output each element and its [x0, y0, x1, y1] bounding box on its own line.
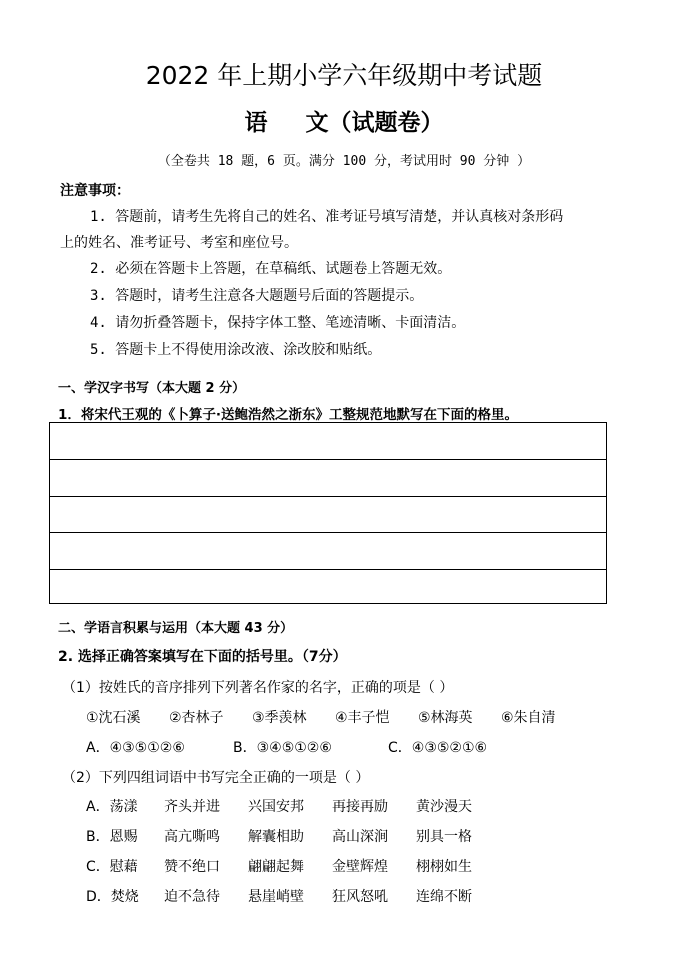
sub2-prompt: （2）下列四组词语中书写完全正确的一项是（ ）: [62, 770, 370, 786]
word-row-a: [86, 796, 472, 816]
notice-item-3: 3. 答题时，请考生注意各大题题号后面的答题提示。: [90, 288, 424, 304]
author-name: ⑥朱自清: [501, 710, 556, 726]
section1-heading: 一、学汉字书写（本大题 2 分）: [58, 381, 246, 396]
subject-title-b: 文（试题卷）: [305, 109, 444, 136]
grid-line: [50, 569, 606, 570]
word-cell: D．焚烧: [86, 889, 139, 905]
word-cell: 悬崖峭壁: [248, 889, 304, 905]
notice-item-5: 5. 答题卡上不得使用涂改液、涂改胶和贴纸。: [90, 342, 382, 358]
subject-title: [0, 104, 688, 137]
word-cell: 高亢嘶鸣: [164, 829, 220, 845]
grid-line: [50, 496, 606, 497]
sub1-prompt: （1）按姓氏的音序排列下列著名作家的名字，正确的项是（ ）: [62, 680, 454, 696]
notice-item-4: 4. 请勿折叠答题卡，保持字体工整、笔迹清晰、卡面清洁。: [90, 315, 466, 331]
choice-a: A．④③⑤①②⑥: [86, 740, 185, 756]
subject-title-a: 语: [244, 109, 268, 136]
word-cell: 狂风怒吼: [332, 889, 388, 905]
writing-grid: [49, 422, 607, 604]
word-row-d: [86, 886, 472, 906]
choice-b: B．③④⑤①②⑥: [233, 740, 332, 756]
grid-line: [50, 532, 606, 533]
section2-heading: 二、学语言积累与运用（本大题 43 分）: [58, 621, 294, 636]
word-cell: 别具一格: [416, 829, 472, 845]
author-name: ②杏林子: [169, 710, 224, 726]
word-cell: C．慰藉: [86, 859, 138, 875]
word-cell: 迫不急待: [164, 889, 220, 905]
notice-item-1: 1. 答题前，请考生先将自己的姓名、准考证号填写清楚，并认真核对条形码: [90, 209, 564, 225]
notice-item-1-cont: 上的姓名、准考证号、考室和座位号。: [60, 235, 298, 251]
author-name: ⑤林海英: [418, 710, 473, 726]
word-cell: 兴国安邦: [248, 799, 304, 815]
author-name: ③季羡林: [252, 710, 307, 726]
word-cell: 连绵不断: [416, 889, 472, 905]
word-cell: 高山深涧: [332, 829, 388, 845]
word-cell: 金壁辉煌: [332, 859, 388, 875]
word-cell: 黄沙漫天: [416, 799, 472, 815]
exam-title: 2022 年上期小学六年级期中考试题: [145, 61, 543, 90]
author-name: ④丰子恺: [335, 710, 390, 726]
notice-item-2: 2. 必须在答题卡上答题，在草稿纸、试题卷上答题无效。: [90, 261, 452, 277]
section2-question: 2. 选择正确答案填写在下面的括号里。（7分）: [58, 649, 347, 665]
author-name: ①沈石溪: [86, 710, 141, 726]
word-cell: B．恩赐: [86, 829, 138, 845]
exam-info: （全卷共 18 题，6 页。满分 100 分，考试用时 90 分钟 ）: [157, 154, 531, 169]
author-names: [86, 707, 556, 727]
choice-c: C．④③⑤②①⑥: [388, 740, 488, 756]
word-cell: 齐头并进: [164, 799, 220, 815]
word-cell: 赞不绝口: [164, 859, 220, 875]
word-cell: 再接再励: [332, 799, 388, 815]
grid-line: [50, 459, 606, 460]
sub1-choices: [86, 737, 487, 757]
word-cell: 栩栩如生: [416, 859, 472, 875]
word-cell: A．荡漾: [86, 799, 138, 815]
word-row-b: [86, 826, 472, 846]
word-cell: 翩翩起舞: [248, 859, 304, 875]
section1-question: 1．将宋代王观的《卜算子·送鲍浩然之浙东》工整规范地默写在下面的格里。: [58, 407, 519, 423]
word-cell: 解囊相助: [248, 829, 304, 845]
word-row-c: [86, 856, 472, 876]
notice-heading: 注意事项：: [60, 183, 130, 199]
